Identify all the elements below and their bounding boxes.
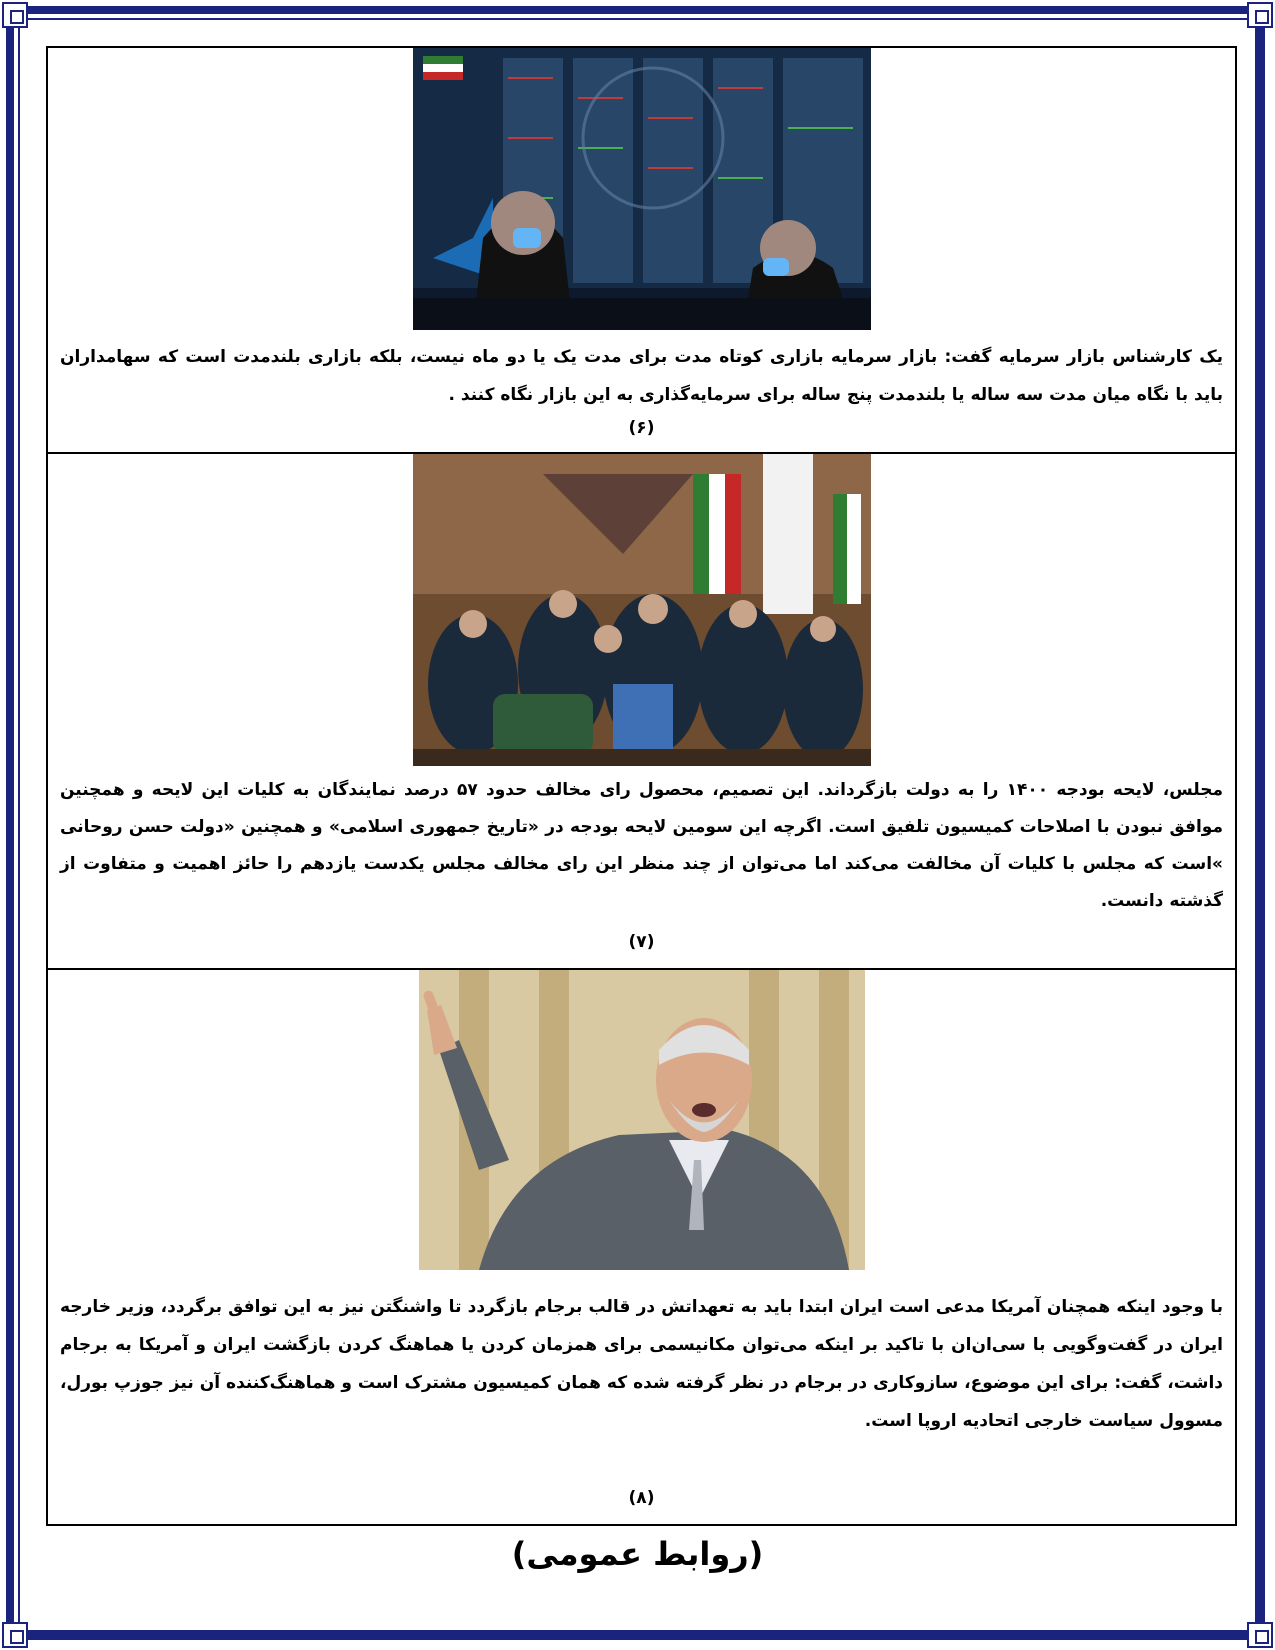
corner-ornament — [2, 2, 28, 28]
news-item — [48, 454, 1235, 970]
news-caption: با وجود اینکه همچنان آمریکا مدعی است ایران ابتدا باید به تعهداتش در قالب برجام بازگردد تا واشنگتن نیز به این توافق برگردد، وزیر خارجه ایران در گفت‌وگویی با سی‌ان‌ان با تاکید بر اینکه می‌توان مکانیسمی برای همزمان کردن یا هماهنگ کردن بازگشت ایران و آمریکا به برجام داشت، گفت: برای این موضوع، سازوکاری در برجام در نظر گرفته شده که همان کمیسیون مشترک است و هماهنگ‌کننده آن نیز جوزپ بورل، مسوول سیاست خارجی اتحادیه اروپا است. — [60, 1297, 1223, 1431]
foreign-minister-photo — [419, 970, 865, 1270]
stock-exchange-photo — [413, 48, 871, 330]
public-relations-footer: (روابط عمومی) — [511, 1535, 764, 1573]
corner-ornament — [2, 1622, 28, 1648]
news-caption: مجلس، لایحه بودجه ۱۴۰۰ را به دولت بازگرداند. این تصمیم، محصول رای مخالف حدود ۵۷ درصد نمایندگان به کلیات این لایحه و همچنین موافق نبودن با اصلاحات کمیسیون تلفیق است. اگرچه این سومین لایحه بودجه در «تاریخ جمهوری اسلامی» و همچنین «دولت حسن روحانی »است که مجلس با کلیات آن مخالفت می‌کند اما می‌توان از چند منظر این رای مخالف مجلس یکدست یازدهم را حائز اهمیت و متفاوت از گذشته دانست. — [60, 780, 1223, 911]
news-item — [48, 970, 1235, 1524]
news-number: (۸) — [628, 1488, 655, 1508]
news-caption: یک کارشناس بازار سرمایه گفت: بازار سرمایه بازاری کوتاه مدت برای مدت یک یا دو ماه نیست، بلکه بازاری بلندمدت است که سهامداران باید با نگاه میان مدت سه ساله یا بلندمدت پنج ساله برای سرمایه‌گذاری به این بازار نگاه کنند . — [60, 347, 1223, 405]
news-number: (۷) — [628, 932, 655, 952]
corner-ornament — [1247, 1622, 1273, 1648]
news-item — [48, 48, 1235, 454]
parliament-photo — [413, 454, 871, 766]
news-number: (۶) — [628, 418, 655, 438]
news-table — [46, 46, 1237, 1526]
corner-ornament — [1247, 2, 1273, 28]
